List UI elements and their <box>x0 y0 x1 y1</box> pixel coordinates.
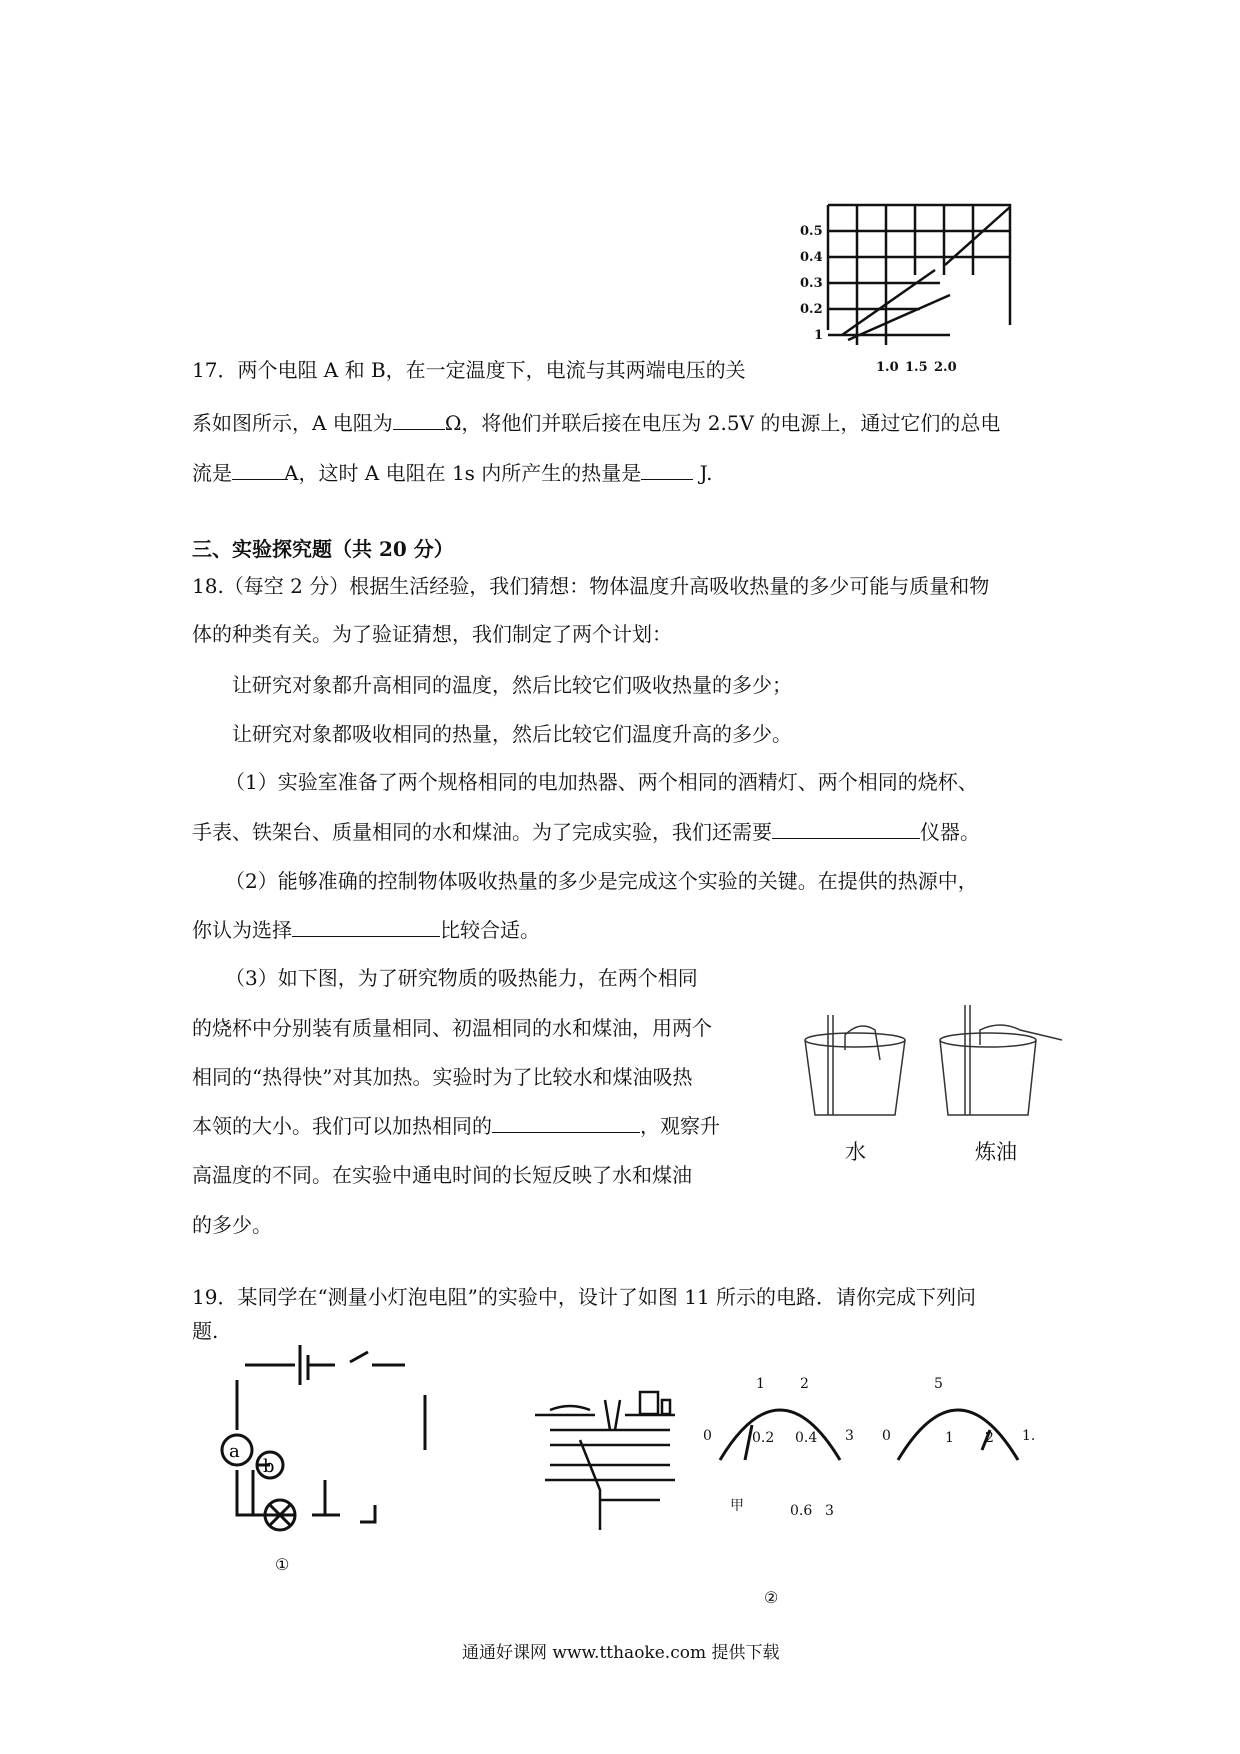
answer-blank[interactable] <box>772 818 920 839</box>
ammeter-tick: 1 <box>756 1376 765 1392</box>
q19-line2: 题. <box>192 1319 219 1343</box>
meters-illustration <box>700 1370 1140 1580</box>
answer-blank[interactable] <box>232 459 284 480</box>
text: J. <box>693 461 713 485</box>
x-tick: 1.5 <box>905 360 928 375</box>
text: 手表、铁架台、质量相同的水和煤油。为了完成实验，我们还需要 <box>192 820 772 844</box>
x-tick: 1.0 <box>876 360 899 375</box>
figure-2-label: ② <box>764 1588 779 1607</box>
y-tick: 0.2 <box>800 302 823 317</box>
text: A，这时 A 电阻在 1s 内所产生的热量是 <box>284 461 642 485</box>
terminal-label: 甲 <box>730 1498 744 1514</box>
ammeter-tick: 0 <box>703 1428 712 1444</box>
answer-blank[interactable] <box>393 409 445 430</box>
ammeter-tick: 2 <box>800 1376 809 1392</box>
q18-part3-l3: 相同的“热得快”对其加热。实验时为了比较水和煤油吸热 <box>192 1065 693 1089</box>
q18-part2: （2）能够准确的控制物体吸收热量的多少是完成这个实验的关键。在提供的热源中， <box>225 869 978 893</box>
balance-illustration <box>530 1370 700 1540</box>
voltmeter-tick: 5 <box>934 1376 943 1392</box>
q18-part3-l4 <box>192 1112 720 1140</box>
caption-water: 水 <box>845 1140 866 1164</box>
text: 比较合适。 <box>440 918 540 942</box>
text: 系如图所示，A 电阻为 <box>192 411 393 435</box>
q18-part3-l2: 的烧杯中分别装有质量相同、初温相同的水和煤油，用两个 <box>192 1016 712 1040</box>
voltmeter-tick: 1 <box>945 1430 954 1446</box>
ammeter-tick: 0.2 <box>752 1430 775 1446</box>
answer-blank[interactable] <box>492 1112 640 1133</box>
beakers-illustration <box>800 1000 1070 1130</box>
q17-line2 <box>192 409 1000 437</box>
caption-kerosene: 炼油 <box>975 1140 1017 1164</box>
q18-part3: （3）如下图，为了研究物质的吸热能力，在两个相同 <box>225 966 698 990</box>
meter-a-label: a <box>229 1441 240 1462</box>
y-tick: 0.5 <box>800 224 823 239</box>
text: 流是 <box>192 461 232 485</box>
q18-part3-l5: 高温度的不同。在实验中通电时间的长短反映了水和煤油 <box>192 1163 692 1187</box>
q18-line2: 体的种类有关。为了验证猜想，我们制定了两个计划： <box>192 622 672 646</box>
answer-blank[interactable] <box>292 916 440 937</box>
q18-part2-cont <box>192 916 540 944</box>
text: ，观察升 <box>640 1114 720 1138</box>
text: 你认为选择 <box>192 918 292 942</box>
q18-part1: （1）实验室准备了两个规格相同的电加热器、两个相同的酒精灯、两个相同的烧杯、 <box>225 770 978 794</box>
ammeter-tick: 3 <box>845 1428 854 1444</box>
text: 本领的大小。我们可以加热相同的 <box>192 1114 492 1138</box>
footer: 通通好课网 www.tthaoke.com 提供下载 <box>462 1643 780 1663</box>
text: Ω，将他们并联后接在电压为 2.5V 的电源上，通过它们的总电 <box>444 411 1001 435</box>
ammeter-tick: 0.4 <box>795 1430 818 1446</box>
text: 仪器。 <box>920 820 980 844</box>
plan-1: 让研究对象都升高相同的温度，然后比较它们吸收热量的多少； <box>232 673 792 697</box>
plan-2: 让研究对象都吸收相同的热量，然后比较它们温度升高的多少。 <box>232 722 792 746</box>
meter-b-label: b <box>263 1456 275 1477</box>
answer-blank[interactable] <box>641 459 693 480</box>
voltmeter-tick: 2 <box>985 1430 994 1446</box>
voltmeter-tick: 0 <box>882 1428 891 1444</box>
iv-graph <box>800 195 1030 385</box>
q17-line1: 17．两个电阻 A 和 B，在一定温度下，电流与其两端电压的关 <box>192 358 746 382</box>
y-tick: 1 <box>814 328 824 343</box>
circuit-diagram <box>200 1340 460 1580</box>
voltmeter-tick: 1. <box>1022 1428 1036 1444</box>
terminal-label: 0.6 <box>790 1503 813 1519</box>
x-tick: 2.0 <box>934 360 957 375</box>
q18-line1: 18.（每空 2 分）根据生活经验，我们猜想：物体温度升高吸收热量的多少可能与质量和物 <box>192 574 990 598</box>
q19-line1: 19．某同学在“测量小灯泡电阻”的实验中，设计了如图 11 所示的电路．请你完成下列问 <box>192 1285 977 1309</box>
section-heading: 三、实验探究题（共 20 分） <box>192 537 454 561</box>
q18-part3-l6: 的多少。 <box>192 1213 272 1237</box>
q17-line3 <box>192 459 713 487</box>
q18-part1-cont <box>192 818 980 846</box>
terminal-label: 3 <box>825 1503 834 1519</box>
y-tick: 0.3 <box>800 276 823 291</box>
figure-1-label: ① <box>275 1555 290 1574</box>
y-tick: 0.4 <box>800 250 823 265</box>
